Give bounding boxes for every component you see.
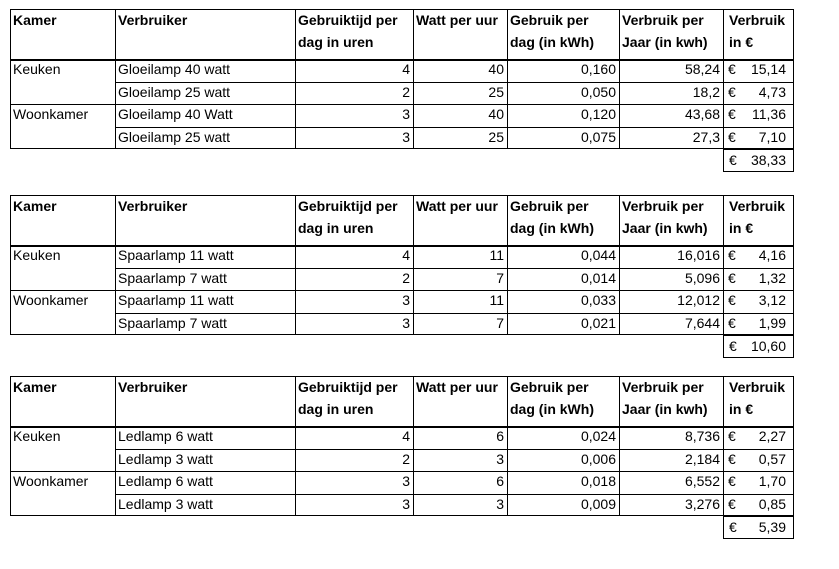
cell-kamer[interactable] (10, 449, 115, 471)
column-header: Gebruik per dag (in kWh) (510, 198, 594, 236)
cell-verbruiker[interactable]: Spaarlamp 11 watt (118, 247, 234, 263)
euro-value: 1,99 (758, 314, 786, 331)
table-row (10, 290, 794, 312)
column-header: Verbruiker (118, 198, 188, 214)
cell-kwh-dag[interactable]: 0,033 (580, 292, 616, 308)
cell-verbruiker[interactable]: Spaarlamp 7 watt (118, 314, 227, 331)
cell-kamer[interactable]: Keuken (13, 428, 61, 444)
currency-symbol: € (728, 61, 736, 77)
cell-verbruiker[interactable]: Gloeilamp 40 watt (118, 61, 231, 77)
column-header: Watt per uur (416, 379, 498, 395)
euro-value: 0,85 (758, 495, 786, 512)
table-row (10, 426, 794, 448)
column-header: Watt per uur (416, 198, 498, 214)
cell-watt[interactable]: 11 (489, 292, 504, 308)
total-cell[interactable] (723, 149, 794, 172)
total-cell[interactable] (723, 335, 794, 358)
cell-kamer[interactable] (10, 268, 115, 290)
cell-euro[interactable] (723, 426, 794, 448)
cell-euro[interactable] (723, 104, 794, 126)
cell-uren[interactable]: 3 (402, 495, 410, 512)
cell-euro[interactable] (723, 59, 794, 81)
column-header: Gebruiktijd per dag in uren (298, 198, 398, 236)
cell-kwh-dag[interactable]: 0,160 (580, 61, 616, 77)
table-row (10, 268, 794, 290)
cell-kwh-jaar[interactable]: 16,016 (677, 247, 720, 263)
cell-uren[interactable]: 4 (402, 247, 410, 263)
cell-kamer[interactable]: Keuken (13, 247, 61, 263)
cell-kwh-jaar[interactable]: 5,096 (684, 269, 720, 286)
column-header: Verbruiker (118, 12, 188, 28)
cell-watt[interactable]: 3 (496, 450, 504, 467)
currency-symbol: € (728, 450, 736, 467)
cell-euro[interactable] (723, 449, 794, 471)
cell-euro[interactable] (723, 82, 794, 104)
cell-kwh-jaar[interactable]: 7,644 (684, 314, 720, 331)
cell-uren[interactable]: 3 (402, 106, 410, 122)
cell-kwh-jaar[interactable]: 12,012 (677, 292, 720, 308)
cell-kwh-jaar[interactable]: 8,736 (684, 428, 720, 444)
cell-kamer[interactable]: Woonkamer (13, 292, 89, 308)
euro-value: 4,73 (758, 83, 786, 100)
table-header-row (10, 376, 794, 426)
cell-uren[interactable]: 3 (402, 292, 410, 308)
cell-verbruiker[interactable]: Ledlamp 3 watt (118, 495, 213, 512)
cell-kamer[interactable]: Woonkamer (13, 106, 89, 122)
currency-symbol: € (728, 473, 736, 489)
cell-watt[interactable]: 40 (488, 106, 504, 122)
table-header-row (10, 9, 794, 59)
cell-uren[interactable]: 2 (402, 83, 410, 100)
column-header: Kamer (13, 198, 57, 214)
column-header: Verbruik per Jaar (in kwh) (622, 198, 708, 236)
currency-symbol: € (728, 428, 736, 444)
table-row (10, 313, 794, 335)
cell-watt[interactable]: 3 (496, 495, 504, 512)
euro-value: 1,70 (758, 473, 786, 489)
total-value: 38,33 (750, 152, 786, 168)
cell-kwh-jaar[interactable]: 43,68 (684, 106, 720, 122)
column-header: Gebruiktijd per dag in uren (298, 12, 398, 50)
cell-verbruiker[interactable]: Gloeilamp 25 watt (118, 128, 231, 145)
table-row (10, 59, 794, 81)
cell-uren[interactable]: 2 (402, 450, 410, 467)
cell-kwh-jaar[interactable]: 6,552 (684, 473, 720, 489)
cell-kwh-jaar[interactable]: 2,184 (684, 450, 720, 467)
cell-verbruiker[interactable]: Spaarlamp 11 watt (118, 292, 234, 308)
cell-kamer[interactable] (10, 313, 115, 335)
cell-kamer[interactable]: Keuken (13, 61, 61, 77)
euro-value: 7,10 (758, 128, 786, 145)
cell-watt[interactable]: 25 (488, 128, 504, 145)
column-header: Gebruik per dag (in kWh) (510, 12, 594, 50)
cell-verbruiker[interactable]: Ledlamp 3 watt (118, 450, 213, 467)
currency-symbol: € (729, 338, 737, 354)
currency-symbol: € (729, 519, 737, 535)
cell-verbruiker[interactable]: Gloeilamp 25 watt (118, 83, 231, 100)
cell-euro[interactable] (723, 268, 794, 290)
column-header: Gebruiktijd per dag in uren (298, 379, 398, 417)
cell-kwh-dag[interactable]: 0,006 (580, 450, 616, 467)
cell-verbruiker[interactable]: Gloeilamp 40 Watt (118, 106, 233, 122)
cell-kwh-jaar[interactable]: 27,3 (692, 128, 720, 145)
column-header: Kamer (13, 379, 57, 395)
currency-symbol: € (728, 106, 736, 122)
cell-kamer[interactable]: Woonkamer (13, 473, 89, 489)
usage-table-3 (10, 376, 814, 541)
cell-euro[interactable] (723, 245, 794, 267)
cell-kwh-jaar[interactable]: 3,276 (684, 495, 720, 512)
cell-uren[interactable]: 4 (402, 428, 410, 444)
cell-kwh-dag[interactable]: 0,018 (580, 473, 616, 489)
table-row (10, 494, 794, 516)
total-value: 10,60 (750, 338, 786, 354)
currency-symbol: € (729, 152, 737, 168)
column-header: Watt per uur (416, 12, 498, 28)
cell-euro[interactable] (723, 471, 794, 493)
cell-verbruiker[interactable]: Ledlamp 6 watt (118, 473, 213, 489)
euro-value: 4,16 (758, 247, 786, 263)
cell-uren[interactable]: 2 (402, 269, 410, 286)
cell-kwh-dag[interactable]: 0,014 (580, 269, 616, 286)
cell-watt[interactable]: 25 (488, 83, 504, 100)
cell-euro[interactable] (723, 127, 794, 149)
table-row (10, 82, 794, 104)
euro-value: 2,27 (758, 428, 786, 444)
cell-kamer[interactable] (10, 82, 115, 104)
cell-kwh-dag[interactable]: 0,120 (580, 106, 616, 122)
cell-watt[interactable]: 7 (496, 269, 504, 286)
cell-kwh-dag[interactable]: 0,009 (580, 495, 616, 512)
column-header: Verbruik in € (729, 198, 786, 236)
currency-symbol: € (728, 495, 736, 512)
currency-symbol: € (728, 128, 736, 145)
cell-watt[interactable]: 6 (496, 428, 504, 444)
column-header: Verbruik in € (729, 379, 786, 417)
cell-euro[interactable] (723, 313, 794, 335)
cell-kwh-dag[interactable]: 0,050 (580, 83, 616, 100)
euro-value: 3,12 (758, 292, 786, 308)
usage-table-2 (10, 195, 814, 360)
cell-kwh-dag[interactable]: 0,044 (580, 247, 616, 263)
cell-watt[interactable]: 11 (489, 247, 504, 263)
cell-kwh-dag[interactable]: 0,021 (580, 314, 616, 331)
cell-kwh-dag[interactable]: 0,075 (580, 128, 616, 145)
cell-kwh-jaar[interactable]: 58,24 (684, 61, 720, 77)
currency-symbol: € (728, 247, 736, 263)
euro-value: 11,36 (752, 106, 786, 122)
cell-euro[interactable] (723, 290, 794, 312)
cell-kamer[interactable] (10, 494, 115, 516)
column-header: Gebruik per dag (in kWh) (510, 379, 594, 417)
table-row (10, 104, 794, 126)
cell-kwh-dag[interactable]: 0,024 (580, 428, 616, 444)
table-row (10, 449, 794, 471)
column-header: Kamer (13, 12, 57, 28)
currency-symbol: € (728, 292, 736, 308)
cell-uren[interactable]: 3 (402, 314, 410, 331)
euro-value: 1,32 (758, 269, 786, 286)
euro-value: 0,57 (758, 450, 786, 467)
table-row (10, 471, 794, 493)
table-row (10, 245, 794, 267)
table-row (10, 127, 794, 149)
column-header: Verbruik per Jaar (in kwh) (622, 379, 708, 417)
cell-watt[interactable]: 40 (488, 61, 504, 77)
cell-uren[interactable]: 3 (402, 473, 410, 489)
column-header: Verbruik in € (729, 12, 786, 50)
cell-uren[interactable]: 4 (402, 61, 410, 77)
currency-symbol: € (728, 314, 736, 331)
column-header: Verbruik per Jaar (in kwh) (622, 12, 708, 50)
usage-table-1 (10, 9, 814, 174)
cell-kwh-jaar[interactable]: 18,2 (692, 83, 720, 100)
currency-symbol: € (728, 83, 736, 100)
total-value: 5,39 (758, 519, 786, 535)
cell-kamer[interactable] (10, 127, 115, 149)
column-header: Verbruiker (118, 379, 188, 395)
currency-symbol: € (728, 269, 736, 286)
cell-uren[interactable]: 3 (402, 128, 410, 145)
cell-verbruiker[interactable]: Spaarlamp 7 watt (118, 269, 227, 286)
total-cell[interactable] (723, 516, 794, 539)
cell-watt[interactable]: 7 (496, 314, 504, 331)
euro-value: 15,14 (750, 61, 786, 77)
table-header-row (10, 195, 794, 245)
cell-watt[interactable]: 6 (496, 473, 504, 489)
cell-verbruiker[interactable]: Ledlamp 6 watt (118, 428, 213, 444)
cell-euro[interactable] (723, 494, 794, 516)
